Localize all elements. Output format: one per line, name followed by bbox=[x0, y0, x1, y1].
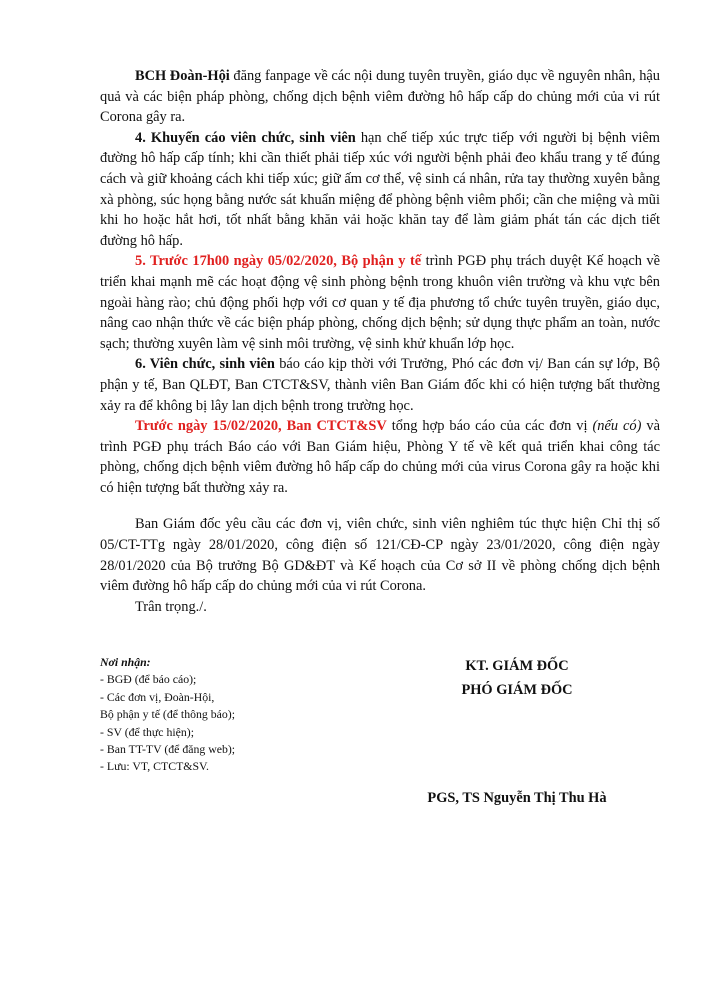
paragraph-lead: 4. Khuyến cáo viên chức, sinh viên bbox=[135, 129, 356, 146]
recipients-title: Nơi nhận: bbox=[100, 655, 151, 669]
paragraph-text: và trình PGĐ phụ trách Báo cáo với Ban Giám hiệu, Phòng Y tế về kết quả triển khai công tác phòng, chống dịch bệnh viêm đường hô hấp cấp do chủng mới của virus Corona gây ra hoặc khi có hiện tượng bất thường xảy ra. bbox=[100, 418, 660, 496]
paragraph-fanpage bbox=[100, 66, 660, 128]
recipient-line: - Lưu: VT, CTCT&SV. bbox=[100, 759, 209, 774]
recipient-line: - Ban TT-TV (để đăng web); bbox=[100, 742, 236, 757]
recipient-line: - BGĐ (để báo cáo); bbox=[100, 672, 197, 687]
paragraph-text: tổng hợp báo cáo của các đơn vị bbox=[386, 418, 593, 435]
paragraph-deadline-lead: 5. Trước 17h00 ngày 05/02/2020, Bộ phận y tế bbox=[135, 253, 422, 270]
paragraph-item-5 bbox=[100, 251, 660, 354]
paragraph-item-6 bbox=[100, 354, 660, 416]
closing-line: Trân trọng./. bbox=[135, 598, 207, 615]
signature-block bbox=[398, 654, 636, 702]
recipient-line: - Các đơn vị, Đoàn-Hội, bbox=[100, 689, 215, 704]
paragraph-italic-note: (nếu có) bbox=[592, 418, 642, 435]
signature-title: KT. GIÁM ĐỐC bbox=[465, 658, 569, 674]
paragraph-lead: BCH Đoàn-Hội bbox=[135, 68, 230, 84]
recipients-block bbox=[100, 654, 360, 776]
document-body bbox=[100, 66, 660, 617]
paragraph-text: báo cáo kịp thời với Trưởng, Phó các đơn vị/ Ban cán sự lớp, Bộ phận y tế, Ban QLĐT, Ban CTCT&SV, thành viên Ban Giám đốc khi có hiện tượng bất thường xảy ra để không bị lây lan dịch bệnh trong trường học. bbox=[100, 356, 661, 414]
paragraph-lead: 6. Viên chức, sinh viên bbox=[135, 356, 275, 373]
paragraph-deadline-lead: Trước ngày 15/02/2020, Ban CTCT&SV bbox=[135, 418, 387, 435]
paragraph-text: hạn chế tiếp xúc trực tiếp với người bị bệnh viêm đường hô hấp cấp tính; khi cần thiết phải tiếp xúc với người bệnh phải đeo khẩu trang y tế đúng cách và giữ khoảng cách khi tiếp xúc; giữ ấm cơ thể, vệ sinh cá nhân, rửa tay thường xuyên bằng xà phòng, súc họng bằng nước sát khuẩn miệng để phòng bệnh viêm phổi; cần che miệng và mũi khi ho hoặc hắt hơi, tốt nhất bằng khăn vải hoặc khăn tay để làm giảm phát tán các dịch tiết đường hô hấp. bbox=[100, 129, 661, 249]
paragraph-report-deadline bbox=[100, 416, 660, 498]
recipient-line: - SV (để thực hiện); bbox=[100, 724, 194, 739]
paragraph-text: trình PGĐ phụ trách duyệt Kế hoạch về triển khai mạnh mẽ các hoạt động vệ sinh phòng bệnh trong khuôn viên trường và khu vực bên ngoài hàng rào; chủ động phối hợp với cơ quan y tế địa phương tổ chức tuyên truyền, giáo dục, nâng cao nhận thức về các biện pháp phòng, chống dịch bệnh; sử dụng thực phẩm an toàn, nước sạch; thường xuyên làm vệ sinh môi trường, vệ sinh khử khuẩn lớp học. bbox=[100, 253, 660, 352]
signer-name: PGS, TS Nguyễn Thị Thu Hà bbox=[427, 790, 607, 806]
paragraph-item-4 bbox=[100, 128, 660, 252]
paragraph-directive: Ban Giám đốc yêu cầu các đơn vị, viên chức, sinh viên nghiêm túc thực hiện Chỉ thị số 05/CT-TTg ngày 28/01/2020, công điện số 121/CĐ-CP ngày 23/01/2020, công điện ngày 28/01/2020 của Bộ trưởng Bộ GD&ĐT và Kế hoạch của Cơ sở II về phòng chống dịch bệnh viêm đường hô hấp cấp do chủng mới của vi rút Corona. bbox=[100, 516, 660, 595]
signature-position: PHÓ GIÁM ĐỐC bbox=[461, 682, 573, 698]
recipient-line: Bộ phận y tế (để thông báo); bbox=[100, 707, 235, 722]
paragraph-text: đăng fanpage về các nội dung tuyên truyền, giáo dục về nguyên nhân, hậu quả và các biện pháp phòng, chống dịch bệnh viêm đường hô hấp cấp do chủng mới của vi rút Corona gây ra. bbox=[100, 68, 660, 126]
